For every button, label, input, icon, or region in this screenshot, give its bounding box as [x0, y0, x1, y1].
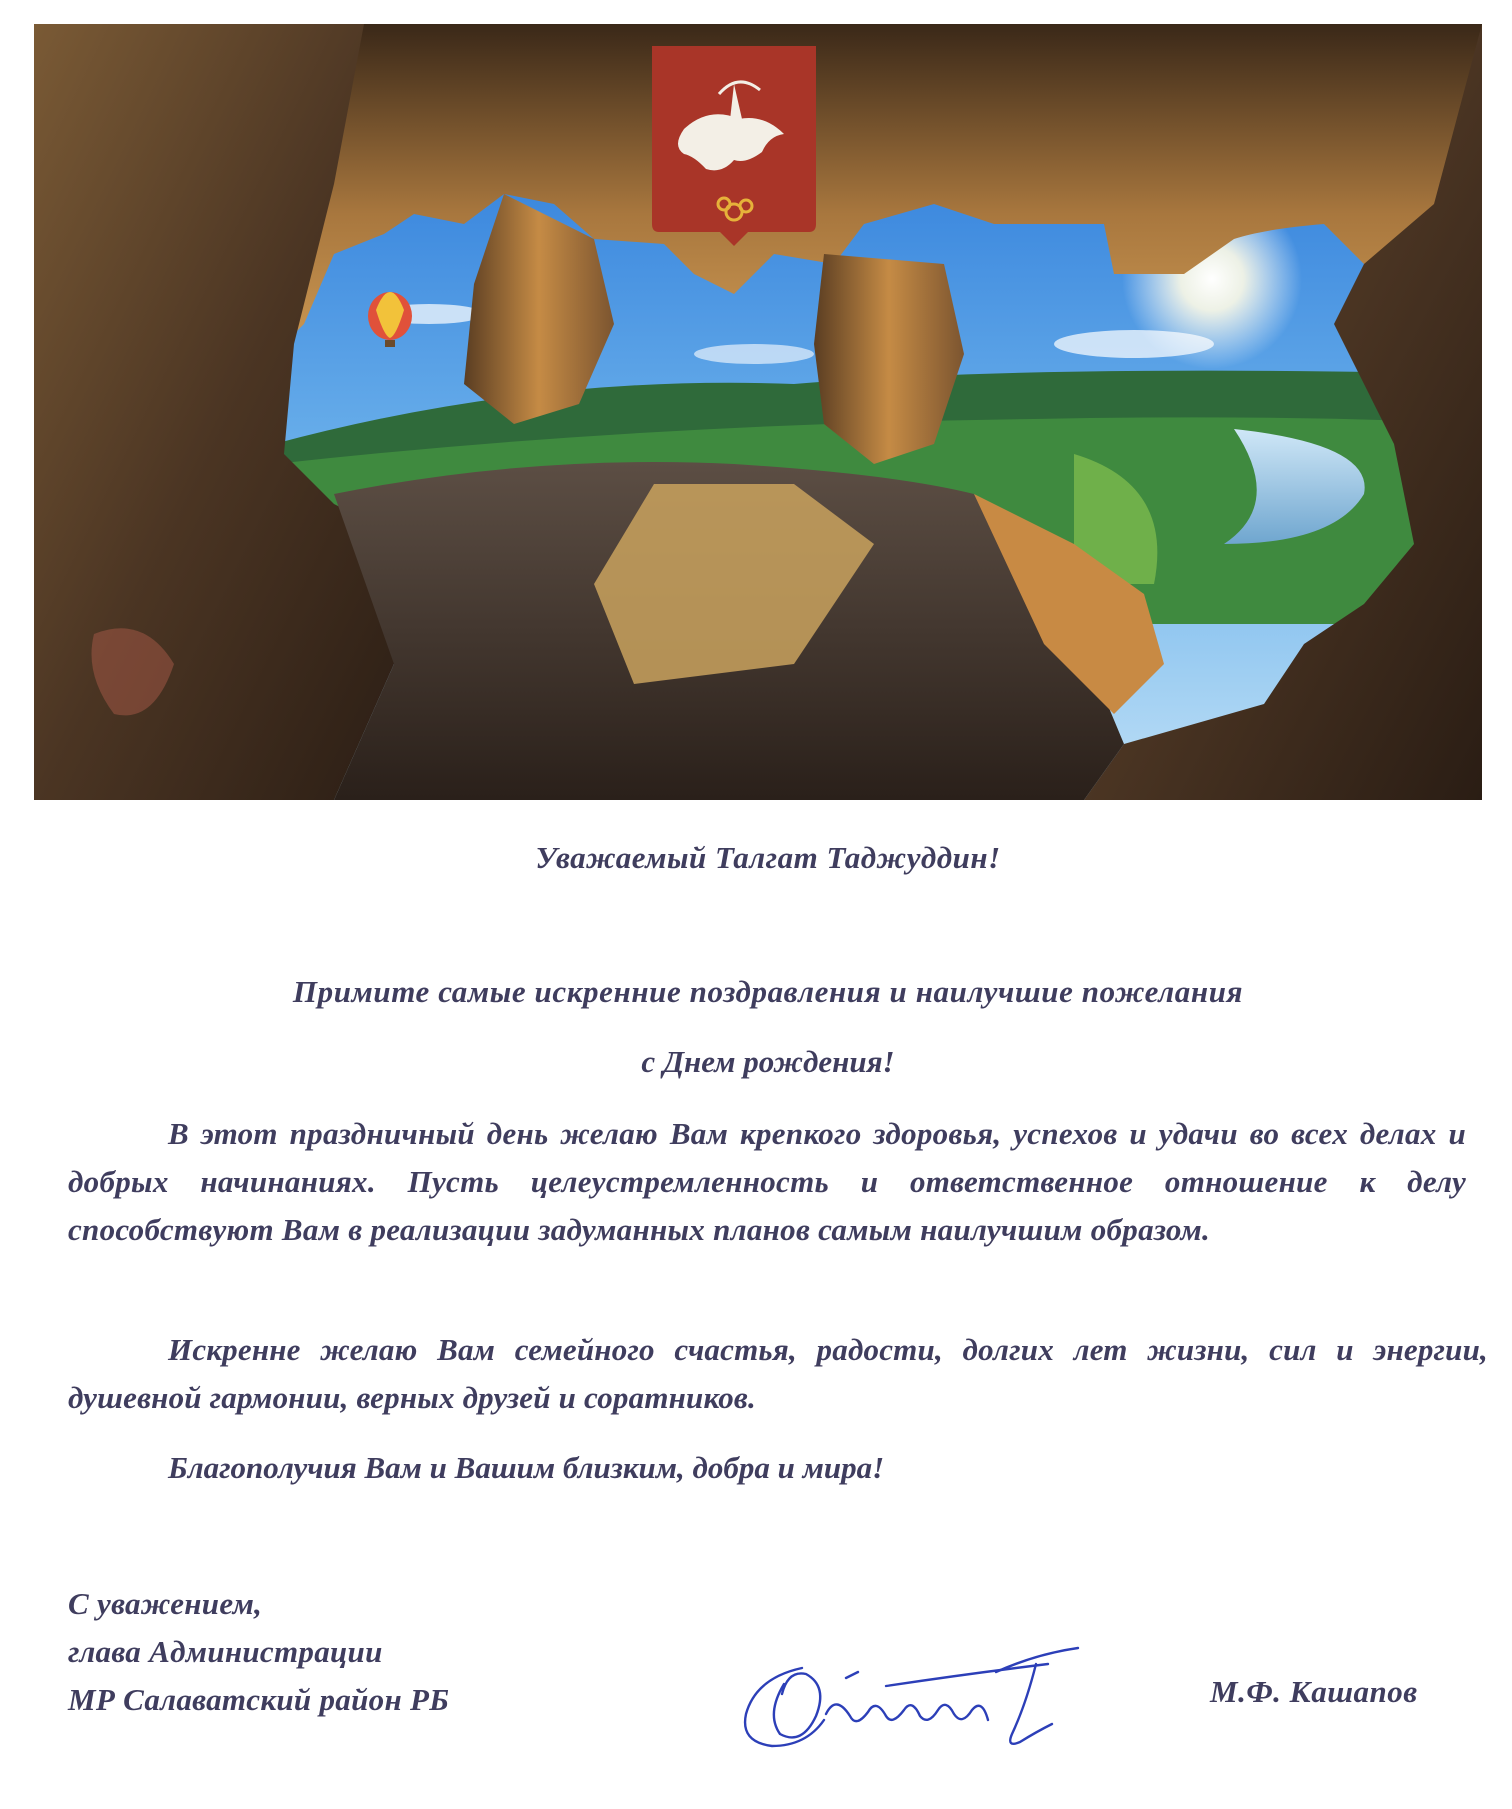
closing-block [68, 1580, 449, 1724]
closing-title: глава Администрации [68, 1634, 383, 1669]
intro-line-1: Примите самые искренние поздравления и наилучшие пожелания [292, 974, 1244, 1009]
salutation: Уважаемый Талгат Таджуддин! [535, 840, 1001, 875]
coat-of-arms-emblem [652, 46, 816, 246]
body-paragraph: В этот праздничный день желаю Вам крепкого здоровья, успехов и удачи во всех делах и добрых начинаниях. Пусть целеустремленность и ответственное отношение к делу способствуют Вам в реализации задуманных планов самым наилучшим образом. [68, 1116, 1466, 1247]
body-paragraph: Благополучия Вам и Вашим близким, добра и мира! [168, 1450, 885, 1485]
closing-organization: МР Салаватский район РБ [68, 1682, 450, 1717]
signer-name: М.Ф. Кашапов [1210, 1674, 1418, 1709]
handwritten-signature [736, 1624, 1176, 1774]
body-paragraph: Искренне желаю Вам семейного счастья, радости, долгих лет жизни, сил и энергии, душевной гармонии, верных друзей и соратников. [68, 1332, 1488, 1415]
header-photo-cave-landscape [34, 24, 1482, 800]
intro-line-2: с Днем рождения! [641, 1044, 895, 1079]
closing-line: С уважением, [68, 1586, 263, 1621]
